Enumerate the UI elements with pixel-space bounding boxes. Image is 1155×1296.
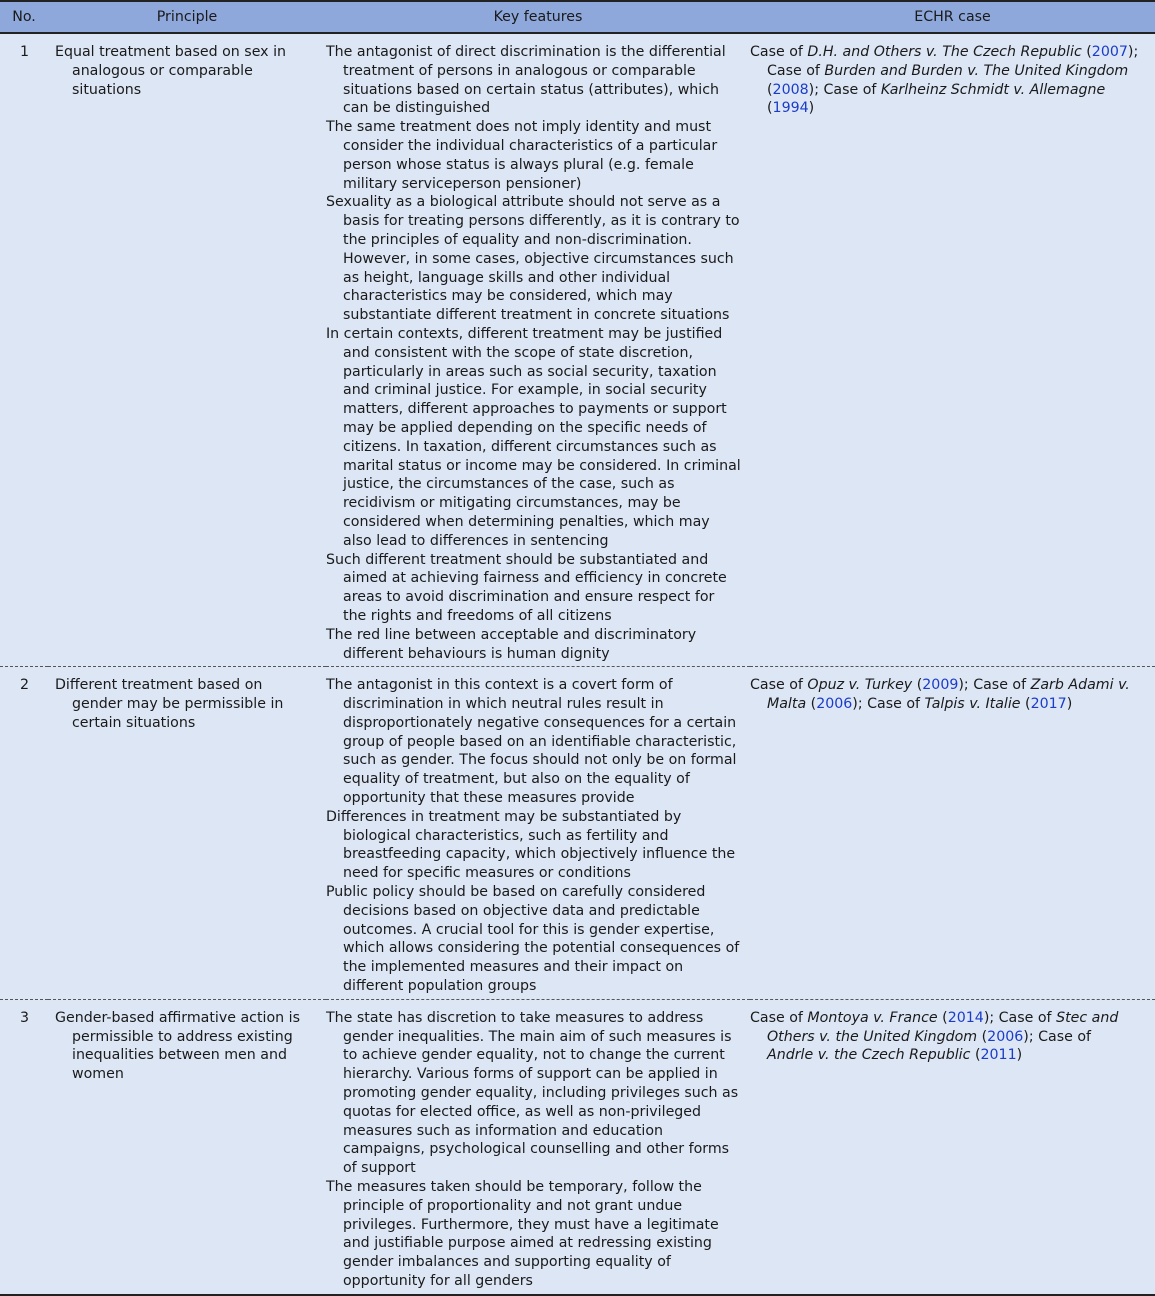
- feature-item: The antagonist in this context is a covert form of discrimination in which neutral rules result in disproportionately negative consequences for a certain group of people based on an identifiable characteristic, such as gender. The focus should not only be on formal equality of treatment, but also on the equality of opportunity that these measures provide: [326, 677, 737, 807]
- case-name: Andrle v. the Czech Republic: [767, 1047, 971, 1064]
- principle-text: Different treatment based on gender may be permissible in certain situations: [55, 677, 284, 731]
- principle-cell: [48, 33, 326, 667]
- case-citations: Case of Opuz v. Turkey (2009); Case of Zarb Adami v. Malta (2006); Case of Talpis v. Italie (2017): [750, 677, 1130, 713]
- case-prefix: Case of: [867, 696, 925, 713]
- header-no: No.: [0, 1, 48, 33]
- key-features-cell: [326, 999, 750, 1294]
- case-prefix: Case of: [750, 1009, 808, 1026]
- case-year-link[interactable]: 2008: [772, 81, 809, 98]
- feature-item: Public policy should be based on carefully considered decisions based on objective data and predictable outcomes. A crucial tool for this is gender expertise, which allows considering the potential consequences of the implemented measures and their impact on different population groups: [326, 884, 740, 995]
- case-name: Karlheinz Schmidt v. Allemagne: [880, 81, 1106, 98]
- header-echr-case: ECHR case: [750, 1, 1155, 33]
- case-year-link[interactable]: 2007: [1091, 44, 1128, 60]
- echr-case-cell: [750, 999, 1155, 1294]
- case-year-link[interactable]: 2017: [1030, 696, 1067, 713]
- case-name: Talpis v. Italie: [924, 696, 1021, 713]
- principle-cell: [48, 667, 326, 1000]
- case-prefix: Case of: [750, 44, 808, 60]
- row-number: 2: [0, 667, 48, 1000]
- feature-item: The antagonist of direct discrimination is the differential treatment of persons in analogous or comparable situations based on certain status (attributes), which can be distinguished: [326, 44, 726, 117]
- feature-item: Such different treatment should be substantiated and aimed at achieving fairness and efficiency in concrete areas to avoid discrimination and ensure respect for the rights and freedoms of all citizens: [326, 551, 727, 624]
- case-prefix: Case of: [823, 81, 881, 98]
- feature-item: The measures taken should be temporary, follow the principle of proportionality and not grant undue privileges. Furthermore, they must have a legitimate and justifiable purpose aimed at redressing existing gender imbalances and supporting equality of opportunity for all genders: [326, 1179, 719, 1289]
- case-name: Zarb Adami v. Malta: [767, 677, 1130, 713]
- table-row: [0, 667, 1155, 1000]
- case-name: Burden and Burden v. The United Kingdom: [824, 62, 1129, 79]
- case-prefix: Case of: [767, 62, 825, 79]
- case-prefix: Case of: [973, 677, 1031, 694]
- case-year-link[interactable]: 2006: [987, 1028, 1024, 1045]
- case-year-link[interactable]: 2014: [947, 1009, 984, 1026]
- feature-item: The state has discretion to take measures to address gender inequalities. The main aim of such measures is to achieve gender equality, not to change the current hierarchy. Various forms of support can be applied in promoting gender equality, including privileges such as quotas for elected office, as well as non-privileged measures such as information and education campaigns, psychological counselling and other forms of support: [326, 1009, 739, 1177]
- principle-cell: [48, 999, 326, 1294]
- case-prefix: Case of: [750, 677, 808, 694]
- key-features-cell: [326, 33, 750, 667]
- row-number: 1: [0, 33, 48, 667]
- principle-text: Gender-based affirmative action is permissible to address existing inequalities between men and women: [55, 1009, 300, 1083]
- case-year-link[interactable]: 2006: [816, 696, 853, 713]
- case-year-link[interactable]: 2009: [922, 677, 959, 694]
- case-prefix: Case of: [1038, 1028, 1092, 1045]
- case-name: Stec and Others v. the United Kingdom: [767, 1009, 1119, 1045]
- echr-case-cell: [750, 667, 1155, 1000]
- case-prefix: Case of: [998, 1009, 1057, 1026]
- case-name: Opuz v. Turkey: [807, 677, 913, 694]
- case-year-link[interactable]: 1994: [772, 100, 809, 117]
- case-name: Montoya v. France: [807, 1009, 938, 1026]
- case-citations: Case of D.H. and Others v. The Czech Republic (2007); Case of Burden and Burden v. The United Kingdom (2008); Case of Karlheinz Schmidt v. Allemagne (1994): [750, 44, 1139, 117]
- case-citations: Case of Montoya v. France (2014); Case of Stec and Others v. the United Kingdom (2006); Case of Andrle v. the Czech Republic (2011): [750, 1009, 1119, 1064]
- feature-item: Differences in treatment may be substantiated by biological characteristics, such as fertility and breastfeeding capacity, which objectively influence the need for specific measures or conditions: [326, 808, 736, 882]
- header-principle: Principle: [48, 1, 326, 33]
- row-number: 3: [0, 999, 48, 1294]
- key-features-cell: [326, 667, 750, 1000]
- case-name: D.H. and Others v. The Czech Republic: [807, 44, 1082, 60]
- table-header-row: [0, 1, 1155, 33]
- feature-item: The red line between acceptable and discriminatory different behaviours is human dignity: [326, 626, 697, 662]
- feature-item: The same treatment does not imply identity and must consider the individual characteristics of a particular person whose status is always plural (e.g. female military serviceperson pensioner): [326, 119, 718, 192]
- feature-item: Sexuality as a biological attribute should not serve as a basis for treating persons differently, as it is contrary to the principles of equality and non-discrimination. However, in some cases, objective circumstances such as height, language skills and other individual characteristics may be considered, which may substantiate different treatment in concrete situations: [326, 194, 740, 324]
- echr-case-cell: [750, 33, 1155, 667]
- principle-text: Equal treatment based on sex in analogous or comparable situations: [55, 44, 287, 98]
- header-key-features: Key features: [326, 1, 750, 33]
- feature-item: In certain contexts, different treatment may be justified and consistent with the scope of state discretion, particularly in areas such as social security, taxation and criminal justice. For example, in social security matters, different approaches to payments or support may be applied depending on the specific needs of citizens. In taxation, different circumstances such as marital status or income may be considered. In criminal justice, the circumstances of the case, such as recidivism or mitigating circumstances, may be considered when determining penalties, which may also lead to differences in sentencing: [326, 325, 741, 549]
- case-year-link[interactable]: 2011: [980, 1047, 1017, 1064]
- table-row: [0, 33, 1155, 667]
- table-row: [0, 999, 1155, 1294]
